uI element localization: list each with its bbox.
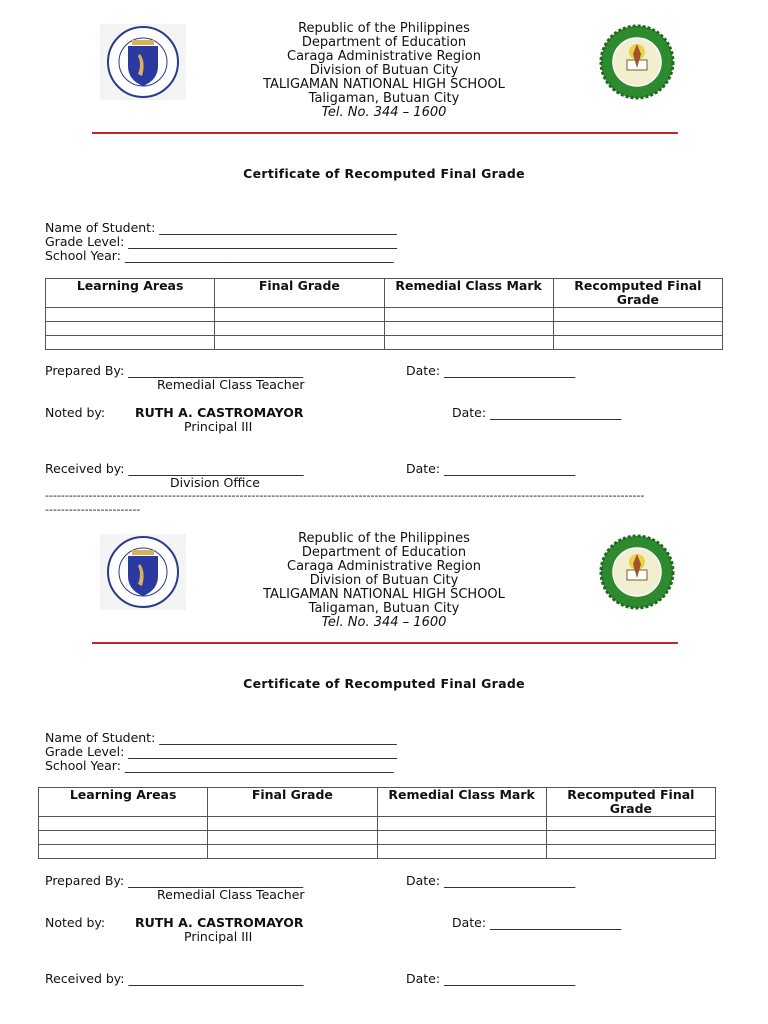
certificate-title: Certificate of Recomputed Final Grade <box>243 676 525 691</box>
letterhead <box>184 22 584 120</box>
table-header-row <box>46 279 723 308</box>
header-region: Caraga Administrative Region <box>287 49 481 64</box>
header-division: Division of Butuan City <box>309 573 459 588</box>
header-region: Caraga Administrative Region <box>287 559 481 574</box>
received-by-role: Division Office <box>170 475 260 490</box>
principal-title: Principal III <box>184 929 253 944</box>
header-department: Department of Education <box>301 35 467 50</box>
table-cell[interactable] <box>215 308 384 322</box>
prepared-date-field[interactable]: Date: _____________________ <box>406 363 576 378</box>
table-header-row <box>39 788 716 817</box>
school-seal-logo <box>597 534 677 610</box>
col-recomputed-final-grade: Recomputed Final Grade <box>553 279 722 308</box>
col-learning-areas: Learning Areas <box>46 279 215 308</box>
col-remedial-class-mark: Remedial Class Mark <box>384 279 553 308</box>
received-by-field[interactable]: Received by: ____________________________ <box>45 971 304 986</box>
table-row <box>46 322 723 336</box>
prepared-by-role: Remedial Class Teacher <box>157 887 305 902</box>
header-address: Taligaman, Butuan City <box>308 601 460 616</box>
header-republic: Republic of the Philippines <box>298 531 470 546</box>
deped-seal-logo <box>100 534 186 610</box>
table-cell[interactable] <box>39 845 208 859</box>
table-cell[interactable] <box>377 831 546 845</box>
cut-line: ------------------------------------------------------------------------------------------------------------------------------------------------------- <box>45 489 645 502</box>
table-cell[interactable] <box>384 322 553 336</box>
noted-date-field[interactable]: Date: _____________________ <box>452 915 622 930</box>
header-divider <box>92 642 678 644</box>
table-cell[interactable] <box>546 845 715 859</box>
student-name-field[interactable]: Name of Student: ______________________________________ <box>45 220 397 235</box>
table-cell[interactable] <box>215 336 384 350</box>
received-date-field[interactable]: Date: _____________________ <box>406 461 576 476</box>
header-divider <box>92 132 678 134</box>
table-cell[interactable] <box>384 336 553 350</box>
table-row <box>46 308 723 322</box>
col-final-grade: Final Grade <box>215 279 384 308</box>
grade-level-field[interactable]: Grade Level: ___________________________________________ <box>45 234 398 249</box>
certificate-title: Certificate of Recomputed Final Grade <box>243 166 525 181</box>
certificate-section <box>0 510 768 1020</box>
principal-title: Principal III <box>184 419 253 434</box>
noted-by-label: Noted by: <box>45 915 106 930</box>
table-cell[interactable] <box>46 322 215 336</box>
table-cell[interactable] <box>215 322 384 336</box>
table-cell[interactable] <box>208 845 377 859</box>
table-cell[interactable] <box>39 817 208 831</box>
table-cell[interactable] <box>553 336 722 350</box>
received-date-field[interactable]: Date: _____________________ <box>406 971 576 986</box>
received-by-field[interactable]: Received by: ____________________________ <box>45 461 304 476</box>
noted-by-label: Noted by: <box>45 405 106 420</box>
grades-table <box>38 787 716 859</box>
header-telephone: Tel. No. 344 – 1600 <box>321 615 447 630</box>
table-cell[interactable] <box>46 308 215 322</box>
table-row <box>39 831 716 845</box>
col-remedial-class-mark: Remedial Class Mark <box>377 788 546 817</box>
table-row <box>46 336 723 350</box>
col-recomputed-final-grade: Recomputed Final Grade <box>546 788 715 817</box>
table-cell[interactable] <box>546 831 715 845</box>
principal-name: RUTH A. CASTROMAYOR <box>135 405 304 420</box>
table-cell[interactable] <box>208 831 377 845</box>
table-row <box>39 817 716 831</box>
student-name-field[interactable]: Name of Student: ______________________________________ <box>45 730 397 745</box>
table-cell[interactable] <box>377 817 546 831</box>
letterhead <box>184 532 584 630</box>
table-cell[interactable] <box>384 308 553 322</box>
school-seal-logo <box>597 24 677 100</box>
table-row <box>39 845 716 859</box>
table-cell[interactable] <box>46 336 215 350</box>
school-year-field[interactable]: School Year: ___________________________________________ <box>45 758 394 773</box>
table-cell[interactable] <box>208 817 377 831</box>
prepared-by-role: Remedial Class Teacher <box>157 377 305 392</box>
table-cell[interactable] <box>553 322 722 336</box>
header-republic: Republic of the Philippines <box>298 21 470 36</box>
grade-level-field[interactable]: Grade Level: ___________________________________________ <box>45 744 398 759</box>
header-division: Division of Butuan City <box>309 63 459 78</box>
col-learning-areas: Learning Areas <box>39 788 208 817</box>
deped-seal-logo <box>100 24 186 100</box>
header-department: Department of Education <box>301 545 467 560</box>
col-final-grade: Final Grade <box>208 788 377 817</box>
principal-name: RUTH A. CASTROMAYOR <box>135 915 304 930</box>
school-year-field[interactable]: School Year: ___________________________________________ <box>45 248 394 263</box>
table-cell[interactable] <box>377 845 546 859</box>
header-school-name: TALIGAMAN NATIONAL HIGH SCHOOL <box>263 77 505 92</box>
prepared-by-field[interactable]: Prepared By: ____________________________ <box>45 363 304 378</box>
grades-table <box>45 278 723 350</box>
table-cell[interactable] <box>546 817 715 831</box>
noted-date-field[interactable]: Date: _____________________ <box>452 405 622 420</box>
header-school-name: TALIGAMAN NATIONAL HIGH SCHOOL <box>263 587 505 602</box>
table-cell[interactable] <box>553 308 722 322</box>
header-telephone: Tel. No. 344 – 1600 <box>321 105 447 120</box>
table-cell[interactable] <box>39 831 208 845</box>
prepared-date-field[interactable]: Date: _____________________ <box>406 873 576 888</box>
header-address: Taligaman, Butuan City <box>308 91 460 106</box>
prepared-by-field[interactable]: Prepared By: ____________________________ <box>45 873 304 888</box>
cut-line-continued: ------------------------ <box>45 503 141 516</box>
